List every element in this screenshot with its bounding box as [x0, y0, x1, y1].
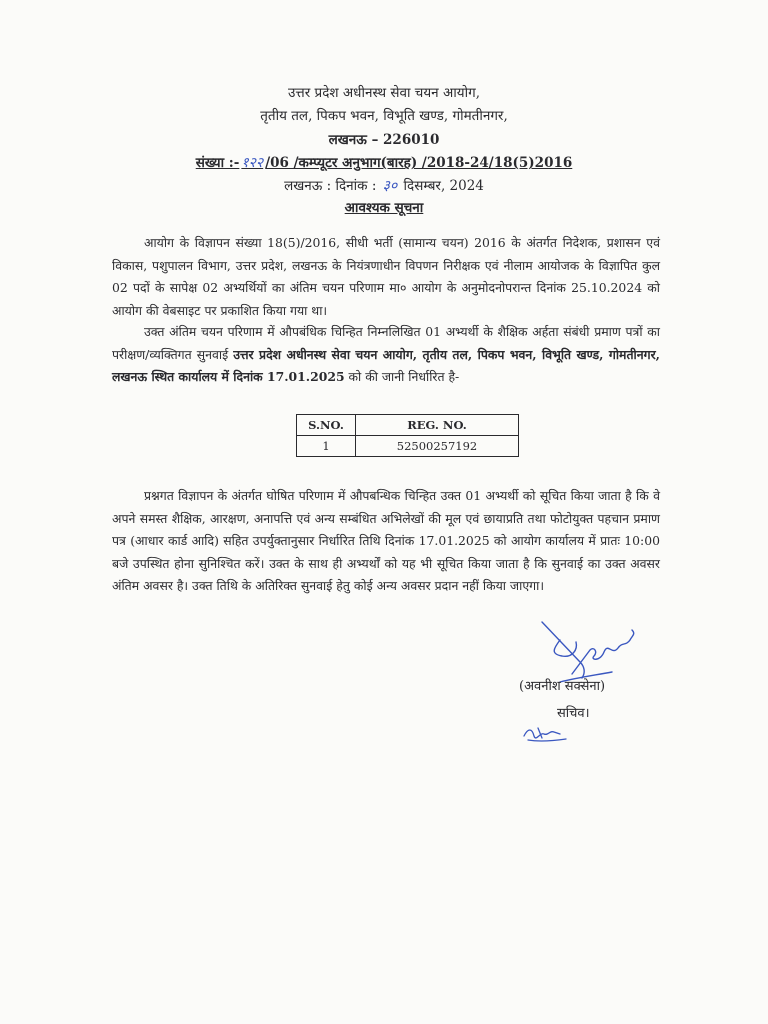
org-name: उत्तर प्रदेश अधीनस्थ सेवा चयन आयोग,	[288, 85, 480, 101]
org-address: तृतीय तल, पिकप भवन, विभूति खण्ड, गोमतीनगर,	[260, 108, 508, 124]
date-day-handwritten: ३०	[382, 178, 398, 194]
table-header-row	[297, 415, 519, 436]
cell-sno: 1	[297, 436, 356, 457]
ref-suffix: /06 /कम्प्यूटर अनुभाग(बारह) /2018-24/18(5)2016	[265, 155, 573, 171]
venue-bold: उत्तर प्रदेश अधीनस्थ सेवा चयन आयोग, तृतीय तल, पिकप भवन, विभूति खण्ड, गोमतीनगर, लखनऊ स्थित कार्यालय में दिनांक 17.01.2025	[112, 346, 660, 384]
org-city-pin: लखनऊ – 226010	[328, 132, 440, 148]
ref-number-handwritten: १२२	[241, 155, 264, 171]
reference-line	[0, 153, 768, 173]
ref-prefix: संख्या :-	[195, 155, 240, 171]
candidate-table	[296, 414, 519, 457]
signatory-designation: सचिव।	[557, 706, 590, 721]
table-row	[297, 436, 519, 457]
date-line	[0, 176, 768, 196]
col-header-sno: S.NO.	[297, 415, 356, 436]
signatory-name: (अवनीश सक्सेना)	[519, 679, 606, 694]
paragraph-3: प्रश्नगत विज्ञापन के अंतर्गत घोषित परिणाम में औपबन्धिक चिन्हित उक्त 01 अभ्यर्थी को सूचित किया जाता है कि वे अपने समस्त शैक्षिक, आरक्षण, अनापत्ति एवं अन्य सम्बंधित अभिलेखों की मूल एवं छायाप्रति तथा फोटोयुक्त पहचान प्रमाण पत्र (आधार कार्ड आदि) सहित उपर्युक्तानुसार निर्धारित तिथि दिनांक 17.01.2025 को आयोग कार्यालय में प्रातः 10:00 बजे उपस्थित होना सुनिश्चित करें। उक्त के साथ ही अभ्यर्थों को यह भी सूचित किया जाता है कि सुनवाई का उक्त अवसर अंतिम अवसर है। उक्त तिथि के अतिरिक्त सुनवाई हेतु कोई अन्य अवसर प्रदान नहीं किया जाएगा।	[112, 488, 660, 593]
paragraph-2: उक्त अंतिम चयन परिणाम में औपबंधिक चिन्हित निम्नलिखित 01 अभ्यर्थी के शैक्षिक अर्हता संबंधी प्रमाण पत्रों का परीक्षण/व्यक्तिगत सुनवाई उत्तर प्रदेश अधीनस्थ सेवा चयन आयोग, तृतीय तल, पिकप भवन, विभूति खण्ड, गोमतीनगर, लखनऊ स्थित कार्यालय में दिनांक 17.01.2025 को की जानी निर्धारित है-	[112, 324, 660, 384]
cell-regno: 52500257192	[356, 436, 519, 457]
col-header-regno: REG. NO.	[356, 415, 519, 436]
date-rest: दिसम्बर, 2024	[403, 178, 484, 194]
initial-mark	[520, 724, 572, 746]
paragraph-1: आयोग के विज्ञापन संख्या 18(5)/2016, सीधी भर्ती (सामान्य चयन) 2016 के अंतर्गत निदेशक, प्रशासन एवं विकास, पशुपालन विभाग, उत्तर प्रदेश, लखनऊ के नियंत्रणाधीन विपणन निरीक्षक एवं नीलाम आयोजक के विज्ञापित कुल 02 पदों के सापेक्ष 02 अभ्यर्थियों का अंतिम चयन परिणाम मा० आयोग के अनुमोदनोपरान्त दिनांक 25.10.2024 को आयोग की वेबसाइट पर प्रकाशित किया गया था।	[112, 235, 660, 318]
notice-title: आवश्यक सूचना	[344, 200, 424, 216]
date-prefix: लखनऊ : दिनांक :	[284, 178, 377, 194]
